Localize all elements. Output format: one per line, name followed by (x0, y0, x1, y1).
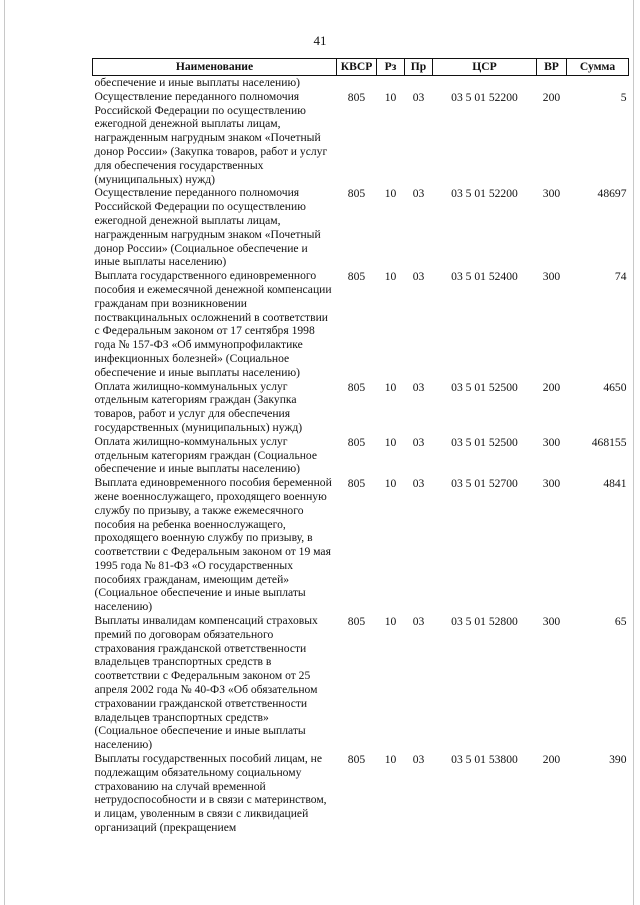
row-pr: 03 (412, 615, 425, 629)
row-name: обеспечение и иные выплаты населению) (94, 76, 300, 89)
row-vr: 200 (542, 753, 561, 767)
header-vr: ВР (537, 59, 567, 76)
table-row (93, 76, 629, 90)
row-sum (567, 76, 629, 90)
scan-edge-right (633, 0, 634, 905)
table-row (93, 614, 629, 752)
row-pr: 03 (412, 477, 425, 491)
header-sum: Сумма (567, 59, 629, 76)
row-rz: 10 (384, 477, 397, 491)
table-row (93, 752, 629, 835)
row-csr: 03 5 01 52200 (451, 90, 518, 104)
row-sum: 65 (614, 615, 627, 629)
header-rz: Рз (377, 59, 405, 76)
header-kvsr: КВСР (337, 59, 377, 76)
row-kvsr (337, 76, 377, 90)
row-rz: 10 (384, 187, 397, 201)
row-sum: 390 (609, 753, 627, 767)
row-pr (405, 76, 433, 90)
row-name: Осуществление переданного полномочия Российской Федерации по осуществлению ежегодной денежной выплаты лицам, награжденным нагрудным знаком «Почетный донор России» (Социальное обеспечение и иные выплаты населению) (94, 186, 321, 269)
row-name: Оплата жилищно-коммунальных услуг отдельным категориям граждан (Социальное обеспечение и иные выплаты населению) (94, 434, 318, 476)
row-rz: 10 (384, 380, 397, 394)
row-vr: 300 (542, 187, 561, 201)
row-vr: 300 (542, 435, 561, 449)
row-kvsr: 805 (347, 435, 366, 449)
row-pr: 03 (412, 435, 425, 449)
row-sum: 4841 (603, 477, 627, 491)
row-csr: 03 5 01 52500 (451, 435, 518, 449)
row-csr: 03 5 01 52400 (451, 270, 518, 284)
row-csr (433, 76, 537, 90)
row-name: Оплата жилищно-коммунальных услуг отдельным категориям граждан (Закупка товаров, работ и услуг для обеспечения государственных (муниципальных) нужд) (94, 379, 303, 434)
row-pr: 03 (412, 753, 425, 767)
row-sum: 4650 (603, 380, 627, 394)
row-kvsr: 805 (347, 615, 366, 629)
header-pr: Пр (405, 59, 433, 76)
row-rz: 10 (384, 435, 397, 449)
row-kvsr: 805 (347, 187, 366, 201)
row-name: Выплаты инвалидам компенсаций страховых премий по договорам обязательного страхования гражданской ответственности владельцев транспортных средств в соответствии с Федеральным законом от 25 апреля 2002 года № 40-ФЗ «Об обязательном страховании гражданской ответственности владельцев транспортных средств» (Социальное обеспечение и иные выплаты населению) (94, 614, 318, 752)
row-vr (537, 76, 567, 90)
row-name: Выплата государственного единовременного пособия и ежемесячной денежной компенсации гражданам при возникновении поствакцинальных осложнений в соответствии с Федеральным законом от 17 сентября 1998 года № 157-ФЗ «Об иммунопрофилактике инфекционных болезней» (Социальное обеспечение и иные выплаты населению) (94, 269, 332, 379)
row-csr: 03 5 01 52800 (451, 615, 518, 629)
row-rz: 10 (384, 615, 397, 629)
row-sum: 468155 (591, 435, 627, 449)
row-kvsr: 805 (347, 753, 366, 767)
header-name: Наименование (93, 59, 337, 76)
row-pr: 03 (412, 90, 425, 104)
row-csr: 03 5 01 52500 (451, 380, 518, 394)
row-kvsr: 805 (347, 270, 366, 284)
row-pr: 03 (412, 270, 425, 284)
budget-table (92, 58, 629, 835)
row-rz: 10 (384, 90, 397, 104)
row-sum: 74 (614, 270, 627, 284)
table-row (93, 90, 629, 187)
row-rz: 10 (384, 270, 397, 284)
table-row (93, 186, 629, 269)
row-kvsr: 805 (347, 477, 366, 491)
row-name: Осуществление переданного полномочия Российской Федерации по осуществлению ежегодной денежной выплаты лицам, награжденным нагрудным знаком «Почетный донор России» (Закупка товаров, работ и услуг для обеспечения государственных (муниципальных) нужд) (94, 89, 328, 186)
table-header-row (93, 59, 629, 76)
row-sum: 48697 (597, 187, 627, 201)
row-pr: 03 (412, 380, 425, 394)
row-sum: 5 (620, 90, 627, 104)
row-vr: 300 (542, 270, 561, 284)
row-csr: 03 5 01 52200 (451, 187, 518, 201)
row-name: Выплаты государственных пособий лицам, не подлежащим обязательному социальному страхованию на случай временной нетрудоспособности и в связи с материнством, и лицам, уволенным в связи с ликвидацией организаций (прекращением (94, 752, 327, 835)
row-vr: 300 (542, 477, 561, 491)
table-row (93, 380, 629, 435)
row-csr: 03 5 01 52700 (451, 477, 518, 491)
table-row (93, 269, 629, 379)
row-rz: 10 (384, 753, 397, 767)
page-number: 41 (313, 33, 327, 48)
row-name: Выплата единовременного пособия беременной жене военнослужащего, проходящего военную службу по призыву, а также ежемесячного пособия на ребенка военнослужащего, проходящего военную службу по призыву, в соответствии с Федеральным законом от 19 мая 1995 года № 81-ФЗ «О государственных пособиях гражданам, имеющим детей» (Социальное обеспечение и иные выплаты населению) (94, 476, 332, 614)
scan-edge-left (4, 0, 5, 905)
row-kvsr: 805 (347, 380, 366, 394)
row-csr: 03 5 01 53800 (451, 753, 518, 767)
row-vr: 200 (542, 380, 561, 394)
row-vr: 300 (542, 615, 561, 629)
row-kvsr: 805 (347, 90, 366, 104)
row-rz (377, 76, 405, 90)
row-vr: 200 (542, 90, 561, 104)
table-row (93, 435, 629, 476)
table-row (93, 476, 629, 614)
row-pr: 03 (412, 187, 425, 201)
header-csr: ЦСР (433, 59, 537, 76)
